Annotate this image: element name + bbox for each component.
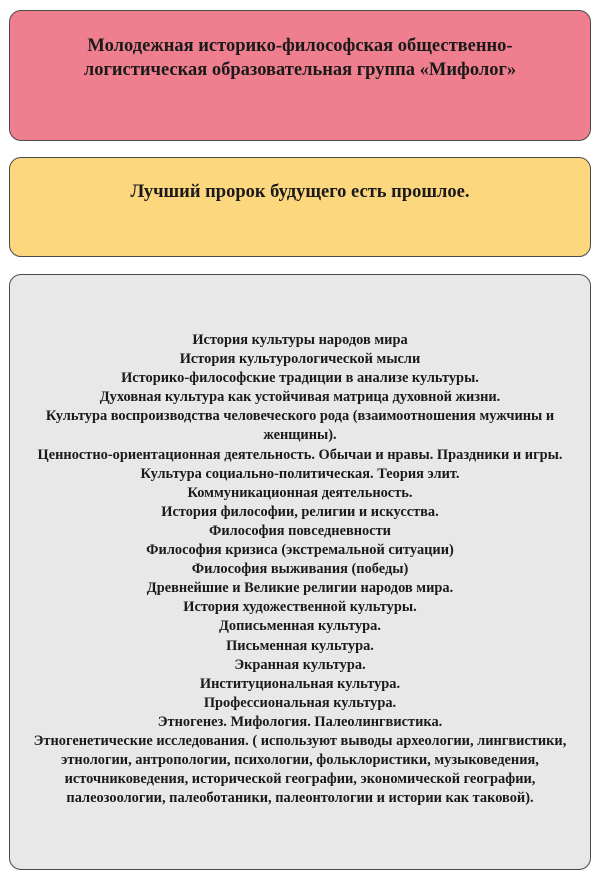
topic-item: Дописьменная культура. <box>219 618 381 635</box>
topics-box <box>9 274 591 870</box>
topic-item: Духовная культура как устойчивая матрица духовной жизни. <box>99 389 501 406</box>
topic-item: История философии, религии и искусства. <box>161 503 439 520</box>
topic-item: Философия повседневности <box>209 522 391 539</box>
topic-item: История культурологической мысли <box>179 351 421 368</box>
topic-item: История культуры народов мира <box>192 332 408 348</box>
topic-item: Историко-философские традиции в анализе культуры. <box>121 370 479 387</box>
topic-item: Философия выживания (победы) <box>191 561 409 578</box>
title-line-2: логистическая образовательная группа «Мифолог» <box>83 60 517 80</box>
topic-item: Коммуникационная деятельность. <box>187 484 413 501</box>
topic-item: Письменная культура. <box>226 637 374 654</box>
title-line-1: Молодежная историко-философская общественно- <box>87 36 513 56</box>
topic-item: Этногенез. Мифология. Палеолингвистика. <box>157 713 443 730</box>
quote-box <box>9 157 591 257</box>
topic-item: Профессиональная культура. <box>203 694 397 711</box>
topic-item: Этногенетические исследования. ( используют выводы археологии, лингвистики, этнологии, антропологии, психологии, фольклористики, музыковедения, источниковедения, исторической географии, экономической географии, палеозоологии, палеоботаники, палеонтологии и истории как таковой). <box>33 732 567 807</box>
topic-item: Экранная культура. <box>234 656 366 673</box>
topic-item: Культура воспроизводства человеческого рода (взаимоотношения мужчины и женщины). <box>45 408 555 444</box>
topic-item: История художественной культуры. <box>183 599 417 616</box>
title-box <box>9 10 591 141</box>
topic-item: Древнейшие и Великие религии народов мира. <box>146 580 454 597</box>
topic-item: Философия кризиса (экстремальной ситуации) <box>146 542 454 559</box>
quote-text: Лучший пророк будущего есть прошлое. <box>130 182 470 202</box>
topic-item: Ценностно-ориентационная деятельность. Обычаи и нравы. Праздники и игры. <box>37 446 563 463</box>
topic-item: Институциональная культура. <box>199 675 401 692</box>
topic-item: Культура социально-политическая. Теория элит. <box>140 465 460 482</box>
